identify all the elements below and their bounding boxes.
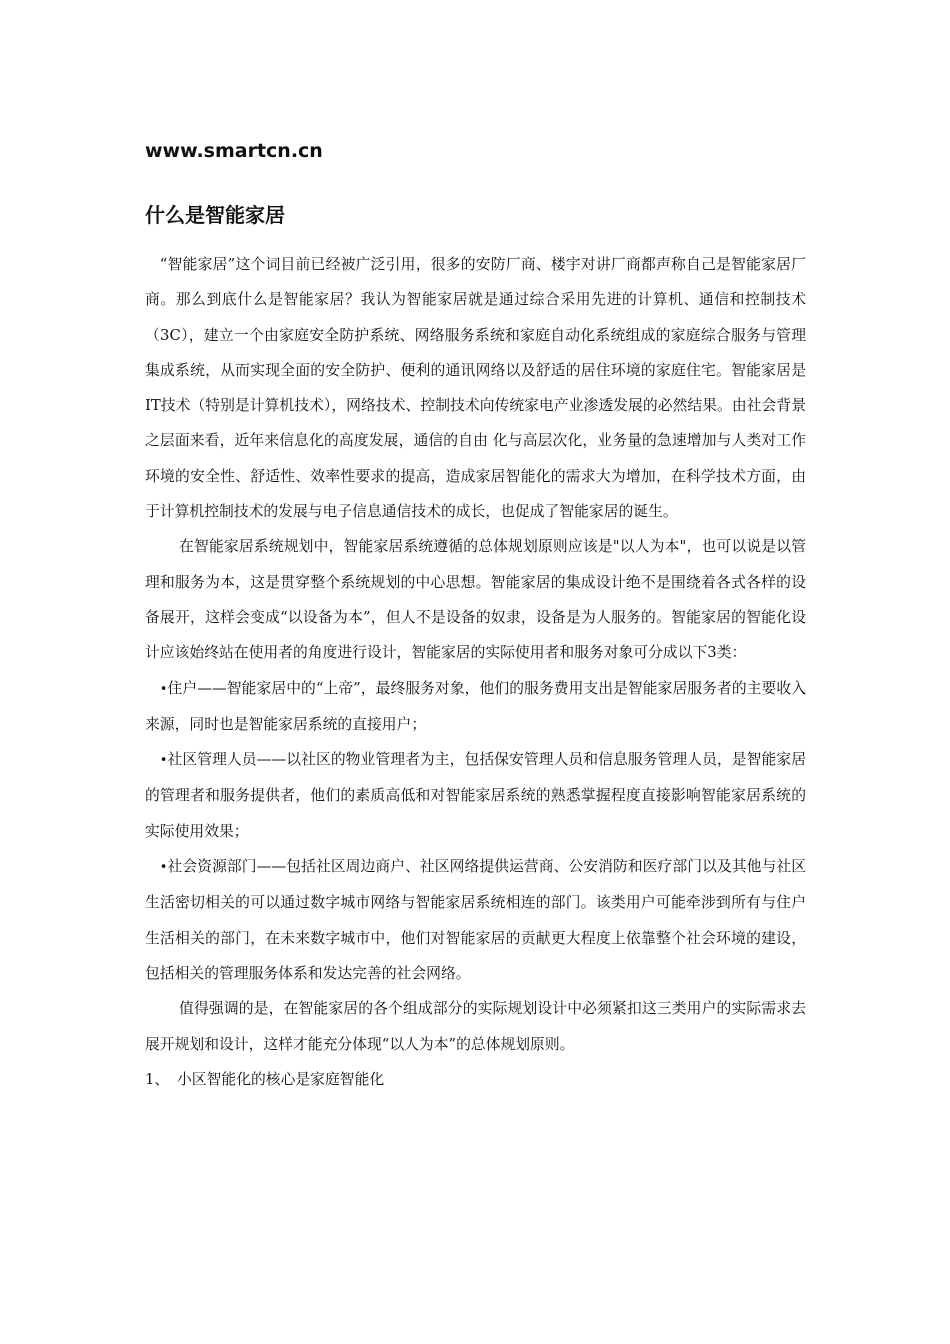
bullet-icon: • <box>159 753 168 769</box>
emphasis-paragraph: 值得强调的是，在智能家居的各个组成部分的实际规划设计中必须紧扣这三类用户的实际需求去展开规划和设计，这样才能充分体现“以人为本”的总体规划原则。 <box>145 1000 806 1053</box>
list-item-text: 社会资源部门——包括社区周边商户、社区网络提供运营商、公安消防和医疗部门以及其他与社区生活密切相关的可以通过数字城市网络与智能家居系统相连的部门。该类用户可能牵涉到所有与住户生活相关的部门，在未来数字城市中，他们对智能家居的贡献更大程度上依靠整个社会环境的建设，包括相关的管理服务体系和发达完善的社会网络。 <box>145 858 806 982</box>
list-item <box>145 671 806 743</box>
bullet-icon: • <box>159 681 168 697</box>
list-item-text: 住户——智能家居中的“上帝”，最终服务对象，他们的服务费用支出是智能家居服务者的主要收入来源，同时也是智能家居系统的直接用户； <box>145 679 806 733</box>
list-item-text: 社区管理人员——以社区的物业管理者为主，包括保安管理人员和信息服务管理人员，是智能家居的管理者和服务提供者，他们的素质高低和对智能家居系统的熟悉掌握程度直接影响智能家居系统的实际使用效果； <box>145 751 806 840</box>
document-body <box>145 247 806 1097</box>
numbered-heading-text: 小区智能化的核心是家庭智能化 <box>177 1070 385 1088</box>
list-item <box>145 742 806 849</box>
site-url: www.smartcn.cn <box>145 140 323 162</box>
planning-paragraph: 在智能家居系统规划中，智能家居系统遵循的总体规划原则应该是"以人为本"，也可以说是以管理和服务为本，这是贯穿整个系统规划的中心思想。智能家居的集成设计绝不是围绕着各式各样的设备展开，这样会变成“以设备为本”，但人不是设备的奴隶，设备是为人服务的。智能家居的智能化设计应该始终站在使用者的角度进行设计，智能家居的实际使用者和服务对象可分成以下3类： <box>145 538 806 662</box>
numbered-heading-number: 1、 <box>145 1070 170 1088</box>
bullet-icon: • <box>159 860 168 876</box>
intro-paragraph: “智能家居”这个词目前已经被广泛引用，很多的安防厂商、楼宇对讲厂商都声称自己是智能家居厂商。那么到底什么是智能家居？我认为智能家居就是通过综合采用先进的计算机、通信和控制技术（3C），建立一个由家庭安全防护系统、网络服务系统和家庭自动化系统组成的家庭综合服务与管理集成系统，从而实现全面的安全防护、便利的通讯网络以及舒适的居住环境的家庭住宅。智能家居是IT技术（特别是计算机技术），网络技术、控制技术向传统家电产业渗透发展的必然结果。由社会背景之层面来看，近年来信息化的高度发展，通信的自由 化与高层次化，业务量的急速增加与人类对工作环境的安全性、舒适性、效率性要求的提高，造成家居智能化的需求大为增加，在科学技术方面，由于计算机控制技术的发展与电子信息通信技术的成长，也促成了智能家居的诞生。 <box>145 256 806 521</box>
list-item <box>145 849 806 991</box>
numbered-heading <box>145 1062 806 1097</box>
page-title: 什么是智能家居 <box>145 203 285 227</box>
